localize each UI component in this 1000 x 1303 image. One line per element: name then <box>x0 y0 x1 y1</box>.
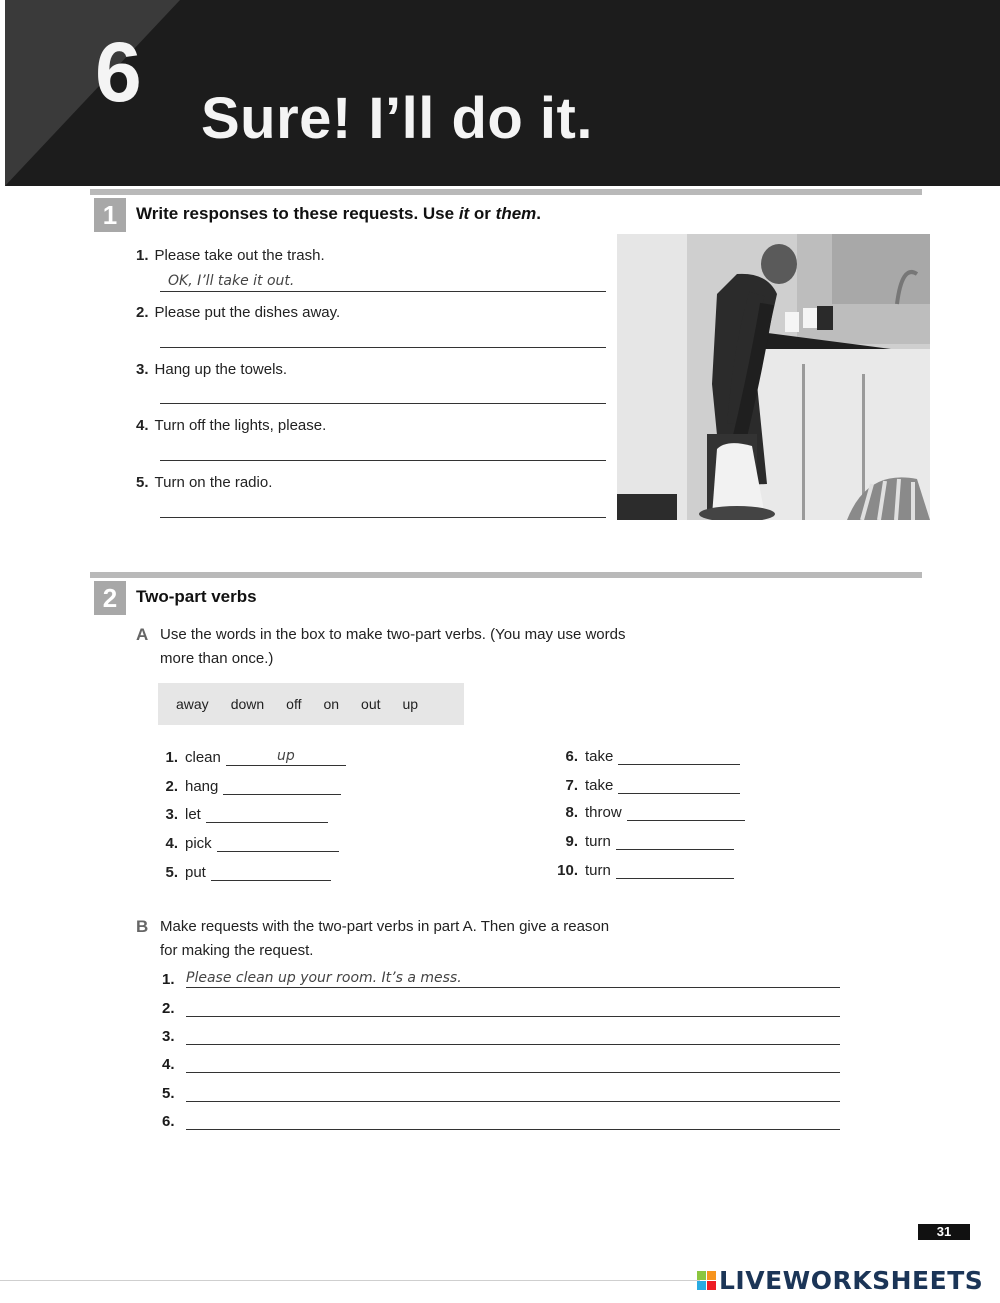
request-line-5: 5. <box>162 1082 840 1102</box>
verb-item-3: 3. let <box>160 803 328 823</box>
answer-line-4[interactable] <box>160 439 606 461</box>
part-a-instructions: Use the words in the box to make two-part verbs. (You may use words more than once.) <box>160 626 626 667</box>
verb-blank-5[interactable] <box>211 861 331 881</box>
verb-item-1: 1. clean up <box>160 746 346 766</box>
liveworksheets-logo[interactable] <box>697 1266 983 1295</box>
section-1-number: 1 <box>94 198 126 232</box>
unit-title: Sure! I’ll do it. <box>201 86 593 151</box>
request-blank-5[interactable] <box>186 1082 840 1102</box>
word-on: on <box>323 696 340 712</box>
unit-header-banner <box>5 0 1000 186</box>
unit-number: 6 <box>95 25 142 119</box>
verb-item-10: 10. turn <box>552 859 734 879</box>
kitchen-photo <box>617 234 930 520</box>
verb-blank-1[interactable]: up <box>226 746 346 766</box>
request-line-2: 2. <box>162 997 840 1017</box>
verb-blank-7[interactable] <box>618 774 740 794</box>
section-2-number: 2 <box>94 581 126 615</box>
question-4: 4. Turn off the lights, please. <box>136 417 327 434</box>
footer-rule <box>0 1280 700 1281</box>
verb-blank-9[interactable] <box>616 830 734 850</box>
verb-item-6: 6. take <box>552 745 740 765</box>
question-2: 2. Please put the dishes away. <box>136 304 341 321</box>
banner-accent-shape <box>5 0 180 186</box>
word-out: out <box>361 696 381 712</box>
section-2-title: Two-part verbs <box>136 587 257 606</box>
verb-item-5: 5. put <box>160 861 331 881</box>
verb-item-8: 8. throw <box>552 801 745 821</box>
verb-item-9: 9. turn <box>552 830 734 850</box>
request-blank-6[interactable] <box>186 1110 840 1130</box>
part-b-instructions: Make requests with the two-part verbs in part A. Then give a reason for making the request. <box>160 918 610 959</box>
question-3: 3. Hang up the towels. <box>136 361 288 378</box>
section-1-title: Write responses to these requests. Use it or them. <box>136 204 542 223</box>
answer-line-1[interactable]: OK, I’ll take it out. <box>160 270 606 292</box>
logo-grid-icon <box>697 1271 716 1290</box>
verb-item-2: 2. hang <box>160 775 341 795</box>
verb-blank-4[interactable] <box>217 832 339 852</box>
request-blank-3[interactable] <box>186 1025 840 1045</box>
verb-blank-6[interactable] <box>618 745 740 765</box>
verb-blank-8[interactable] <box>627 801 745 821</box>
request-line-6: 6. <box>162 1110 840 1130</box>
verb-blank-2[interactable] <box>223 775 341 795</box>
answer-line-5[interactable] <box>160 496 606 518</box>
answer-line-2[interactable] <box>160 326 606 348</box>
word-box <box>158 683 464 725</box>
request-blank-4[interactable] <box>186 1053 840 1073</box>
verb-item-4: 4. pick <box>160 832 339 852</box>
part-b-letter: B <box>136 917 149 936</box>
request-blank-2[interactable] <box>186 997 840 1017</box>
request-line-1: 1. Please clean up your room. It’s a mess. <box>162 968 840 988</box>
section-1-rule <box>90 189 922 195</box>
word-up: up <box>402 696 419 712</box>
question-5: 5. Turn on the radio. <box>136 474 273 491</box>
request-line-4: 4. <box>162 1053 840 1073</box>
verb-blank-10[interactable] <box>616 859 734 879</box>
verb-item-7: 7. take <box>552 774 740 794</box>
page-number: 31 <box>918 1224 970 1240</box>
section-2-rule <box>90 572 922 578</box>
word-down: down <box>230 696 265 712</box>
request-blank-1[interactable]: Please clean up your room. It’s a mess. <box>186 968 840 988</box>
word-off: off <box>286 696 302 712</box>
watermark-text: LIVEWORKSHEETS <box>719 1266 984 1295</box>
word-away: away <box>176 696 209 712</box>
question-1: 1. Please take out the trash. <box>136 247 325 264</box>
part-a-letter: A <box>136 625 149 644</box>
request-line-3: 3. <box>162 1025 840 1045</box>
answer-line-3[interactable] <box>160 382 606 404</box>
verb-blank-3[interactable] <box>206 803 328 823</box>
